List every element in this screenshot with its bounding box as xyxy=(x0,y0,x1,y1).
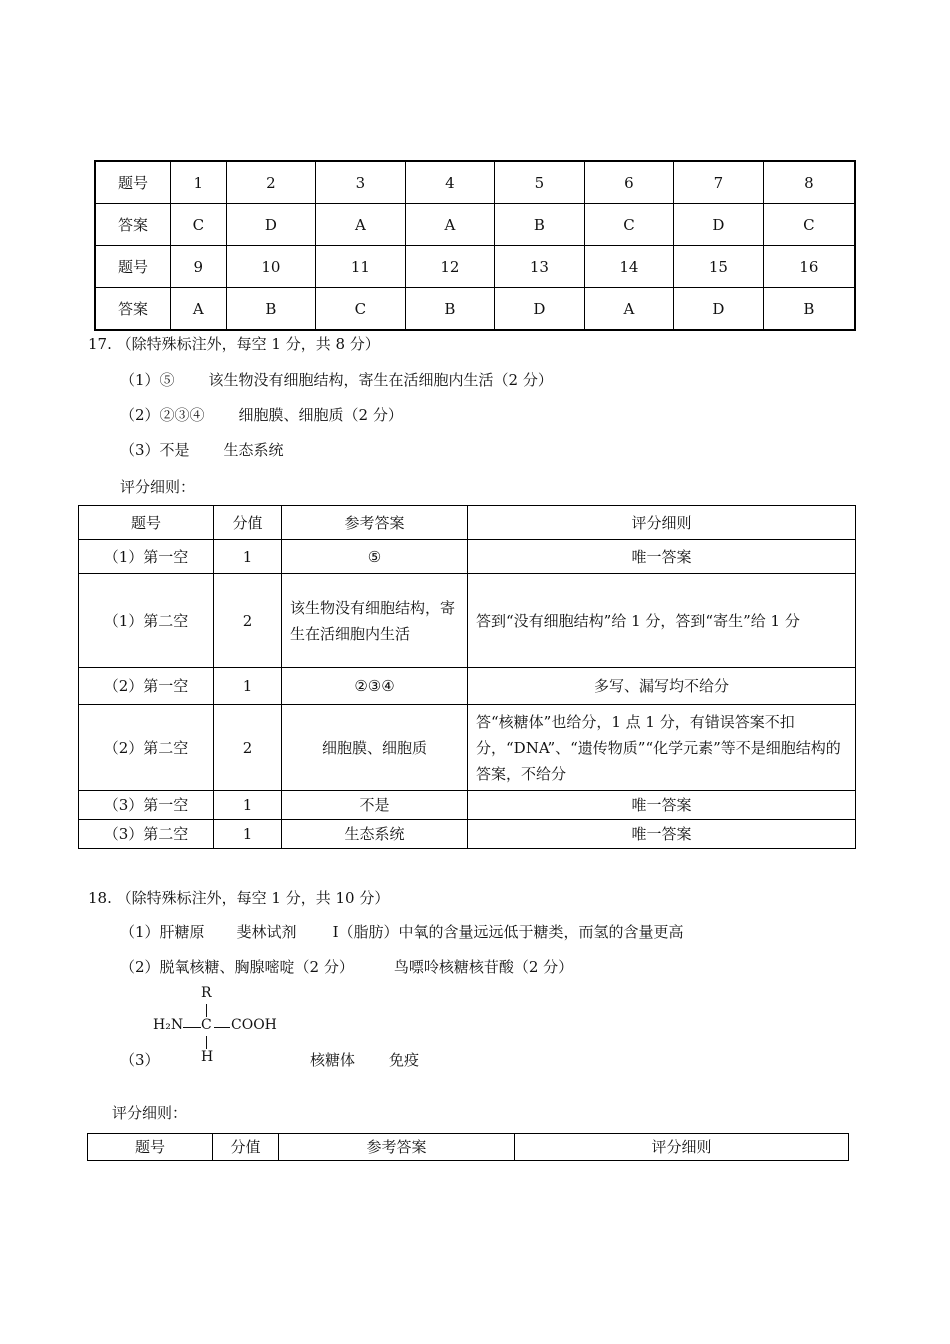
rubric-question-cell: （1）第一空 xyxy=(79,540,214,574)
q18-a1-part1: （1）肝糖原 xyxy=(120,923,205,941)
formula-carboxyl-group: COOH xyxy=(231,1017,277,1033)
answer-key-row xyxy=(95,204,855,246)
answer-key-cell: C xyxy=(763,204,855,246)
rubric-row xyxy=(79,540,856,574)
rubric-rule-cell: 多写、漏写均不给分 xyxy=(468,668,856,705)
answer-key-cell: 4 xyxy=(405,161,495,204)
answer-key-cell: 8 xyxy=(763,161,855,204)
rubric-question-cell: （1）第二空 xyxy=(79,574,214,668)
answer-key-cell: B xyxy=(763,288,855,331)
rubric-header-row xyxy=(79,506,856,540)
answer-key-cell: 15 xyxy=(674,246,764,288)
q18-a1-part2: 斐林试剂 xyxy=(236,923,297,941)
answer-key-row-label: 题号 xyxy=(95,161,171,204)
rubric-question-cell: （3）第一空 xyxy=(79,791,214,820)
rubric-score-cell: 2 xyxy=(214,705,282,791)
formula-amino-group: H₂N xyxy=(153,1017,184,1033)
q17-a3-prefix: （3）不是 xyxy=(120,441,190,459)
answer-key-cell: D xyxy=(674,288,764,331)
answer-key-row-label: 答案 xyxy=(95,288,171,331)
answer-key-cell: D xyxy=(495,288,585,331)
answer-key-cell: 13 xyxy=(495,246,585,288)
rubric-score-cell: 2 xyxy=(214,574,282,668)
answer-key-cell: 1 xyxy=(171,161,227,204)
rubric-header-cell: 题号 xyxy=(88,1134,213,1161)
answer-key-cell: A xyxy=(584,288,674,331)
answer-key-cell: 14 xyxy=(584,246,674,288)
answer-key-cell: D xyxy=(674,204,764,246)
formula-r-group: R xyxy=(201,985,212,1001)
q17-answer-2 xyxy=(120,404,403,425)
q18-answer-3-prefix: （3） xyxy=(120,1051,160,1069)
q17-rubric-table xyxy=(78,505,856,849)
rubric-header-row xyxy=(88,1134,849,1161)
answer-key-table xyxy=(94,160,856,331)
answer-key-cell: B xyxy=(405,288,495,331)
rubric-header-cell: 分值 xyxy=(214,506,282,540)
formula-bond-left xyxy=(183,1027,201,1028)
rubric-score-cell: 1 xyxy=(214,791,282,820)
q18-rubric-label: 评分细则： xyxy=(112,1104,188,1122)
q18-a3-part2: 核糖体 xyxy=(310,1051,356,1069)
answer-key-cell: B xyxy=(226,288,316,331)
formula-central-carbon: C xyxy=(201,1017,212,1033)
answer-key-row xyxy=(95,288,855,331)
answer-key-cell: D xyxy=(226,204,316,246)
rubric-rule-cell: 答到“没有细胞结构”给 1 分，答到“寄生”给 1 分 xyxy=(468,574,856,668)
answer-key-cell: A xyxy=(171,288,227,331)
answer-key-cell: A xyxy=(316,204,406,246)
q18-a3-part3: 免疫 xyxy=(389,1051,420,1069)
q18-a2-part2: 鸟嘌呤核糖核苷酸（2 分） xyxy=(393,958,574,976)
q18-heading: 18. （除特殊标注外，每空 1 分，共 10 分） xyxy=(88,889,390,907)
rubric-row xyxy=(79,820,856,849)
rubric-row xyxy=(79,574,856,668)
q18-a2-part1: （2）脱氧核糖、胸腺嘧啶（2 分） xyxy=(120,958,354,976)
rubric-answer-cell: 细胞膜、细胞质 xyxy=(282,705,468,791)
answer-key-cell: C xyxy=(171,204,227,246)
q17-a2-prefix: （2）②③④ xyxy=(120,406,205,424)
rubric-score-cell: 1 xyxy=(214,540,282,574)
formula-hydrogen: H xyxy=(201,1049,214,1065)
formula-bond-bottom xyxy=(206,1036,207,1049)
q17-a1-text: 该生物没有细胞结构，寄生在活细胞内生活（2 分） xyxy=(208,371,553,389)
rubric-score-cell: 1 xyxy=(214,820,282,849)
rubric-answer-cell: ⑤ xyxy=(282,540,468,574)
rubric-header-cell: 题号 xyxy=(79,506,214,540)
rubric-header-cell: 评分细则 xyxy=(515,1134,849,1161)
q17-rubric-label: 评分细则： xyxy=(120,478,196,496)
q17-heading: 17. （除特殊标注外，每空 1 分，共 8 分） xyxy=(88,335,380,353)
answer-key-cell: C xyxy=(584,204,674,246)
q17-answer-1 xyxy=(120,369,553,390)
rubric-answer-cell: ②③④ xyxy=(282,668,468,705)
answer-key-cell: 11 xyxy=(316,246,406,288)
rubric-answer-cell: 生态系统 xyxy=(282,820,468,849)
q17-answer-3 xyxy=(120,439,284,460)
rubric-score-cell: 1 xyxy=(214,668,282,705)
answer-key-row-label: 题号 xyxy=(95,246,171,288)
rubric-rule-cell: 唯一答案 xyxy=(468,791,856,820)
formula-bond-top xyxy=(206,1004,207,1017)
q18-answer-2 xyxy=(120,956,573,977)
answer-key-row xyxy=(95,161,855,204)
answer-key-cell: 6 xyxy=(584,161,674,204)
q17-a3-text: 生态系统 xyxy=(223,441,284,459)
answer-key-cell: C xyxy=(316,288,406,331)
rubric-answer-cell: 该生物没有细胞结构，寄生在活细胞内生活 xyxy=(282,574,468,668)
answer-key-cell: 9 xyxy=(171,246,227,288)
answer-key-cell: 3 xyxy=(316,161,406,204)
q17-a2-text: 细胞膜、细胞质（2 分） xyxy=(238,406,403,424)
answer-key-cell: 16 xyxy=(763,246,855,288)
rubric-question-cell: （3）第二空 xyxy=(79,820,214,849)
answer-key-cell: A xyxy=(405,204,495,246)
rubric-row xyxy=(79,791,856,820)
answer-key-row-label: 答案 xyxy=(95,204,171,246)
rubric-rule-cell: 答“核糖体”也给分，1 点 1 分，有错误答案不扣分，“DNA”、“遗传物质”“化学元素”等不是细胞结构的答案，不给分 xyxy=(468,705,856,791)
formula-bond-right xyxy=(214,1027,230,1028)
rubric-row xyxy=(79,668,856,705)
answer-key-cell: 7 xyxy=(674,161,764,204)
rubric-answer-cell: 不是 xyxy=(282,791,468,820)
rubric-question-cell: （2）第二空 xyxy=(79,705,214,791)
q17-a1-prefix: （1）⑤ xyxy=(120,371,175,389)
answer-key-cell: B xyxy=(495,204,585,246)
rubric-question-cell: （2）第一空 xyxy=(79,668,214,705)
rubric-header-cell: 分值 xyxy=(213,1134,279,1161)
rubric-header-cell: 参考答案 xyxy=(279,1134,515,1161)
rubric-rule-cell: 唯一答案 xyxy=(468,820,856,849)
answer-key-row xyxy=(95,246,855,288)
answer-key-cell: 12 xyxy=(405,246,495,288)
q18-answer-1 xyxy=(120,921,684,942)
q18-rubric-table xyxy=(87,1133,849,1161)
rubric-header-cell: 评分细则 xyxy=(468,506,856,540)
q18-a1-part3: Ⅰ（脂肪）中氧的含量远远低于糖类，而氢的含量更高 xyxy=(332,923,684,941)
q18-answer-3 xyxy=(310,1049,419,1070)
amino-acid-structural-formula xyxy=(153,985,283,1070)
answer-key-cell: 2 xyxy=(226,161,316,204)
answer-key-cell: 10 xyxy=(226,246,316,288)
rubric-row xyxy=(79,705,856,791)
rubric-rule-cell: 唯一答案 xyxy=(468,540,856,574)
rubric-header-cell: 参考答案 xyxy=(282,506,468,540)
answer-key-cell: 5 xyxy=(495,161,585,204)
